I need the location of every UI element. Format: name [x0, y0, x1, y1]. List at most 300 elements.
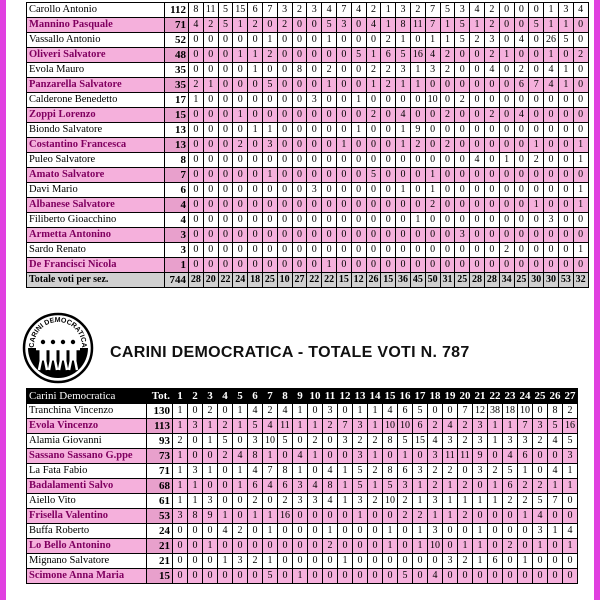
section-total-cell: 18: [248, 273, 263, 288]
section-vote-cell: 2: [488, 464, 503, 479]
section-vote-cell: 1: [188, 494, 203, 509]
section-vote-cell: 1: [308, 449, 323, 464]
section-vote-cell: 0: [514, 153, 529, 168]
section-vote-cell: 1: [233, 464, 248, 479]
section-vote-cell: 2: [173, 434, 188, 449]
section-vote-cell: 0: [218, 48, 233, 63]
section-vote-cell: 3: [455, 3, 470, 18]
total-votes: 113: [147, 419, 173, 434]
section-vote-cell: 2: [440, 138, 455, 153]
section-vote-cell: 0: [413, 554, 428, 569]
section-vote-cell: 0: [188, 449, 203, 464]
section-total-cell: 22: [307, 273, 322, 288]
section-vote-cell: 0: [425, 213, 440, 228]
section-vote-cell: 2: [248, 18, 263, 33]
section-vote-cell: 0: [503, 524, 518, 539]
section-vote-cell: 0: [558, 198, 573, 213]
section-vote-cell: 1: [529, 198, 544, 213]
section-vote-cell: 8: [383, 434, 398, 449]
section-vote-cell: 0: [544, 93, 559, 108]
section-vote-cell: 3: [308, 494, 323, 509]
section-vote-cell: 6: [278, 479, 293, 494]
section-vote-cell: 1: [233, 108, 248, 123]
section-vote-cell: 0: [470, 168, 485, 183]
section-vote-cell: 0: [218, 93, 233, 108]
section-vote-cell: 1: [189, 93, 204, 108]
section-vote-cell: 0: [336, 198, 351, 213]
section-vote-cell: 3: [262, 138, 277, 153]
total-votes: 7: [165, 168, 189, 183]
section-vote-cell: 1: [558, 78, 573, 93]
section-vote-cell: 1: [263, 509, 278, 524]
section-vote-cell: 2: [398, 494, 413, 509]
section-vote-cell: 0: [455, 243, 470, 258]
section-vote-cell: 2: [428, 479, 443, 494]
section-vote-cell: 0: [307, 138, 322, 153]
section-vote-cell: 1: [248, 48, 263, 63]
total-votes: 4: [165, 213, 189, 228]
table-row: [27, 479, 578, 494]
section-vote-cell: 8: [248, 449, 263, 464]
section-vote-cell: 0: [248, 168, 263, 183]
section-vote-cell: 0: [323, 569, 338, 584]
section-vote-cell: 1: [293, 464, 308, 479]
section-vote-cell: 1: [203, 434, 218, 449]
section-vote-cell: 0: [533, 404, 548, 419]
section-vote-cell: 3: [293, 494, 308, 509]
section-vote-cell: 0: [443, 404, 458, 419]
section-vote-cell: 7: [262, 3, 277, 18]
section-vote-cell: 1: [410, 78, 425, 93]
section-vote-cell: 0: [353, 539, 368, 554]
section-vote-cell: 1: [351, 93, 366, 108]
section-vote-cell: 0: [351, 198, 366, 213]
section-vote-cell: 1: [218, 509, 233, 524]
section-vote-cell: 2: [368, 494, 383, 509]
section-vote-cell: 1: [428, 509, 443, 524]
section-vote-cell: 1: [263, 449, 278, 464]
section-vote-cell: 0: [308, 509, 323, 524]
section-vote-cell: 0: [322, 183, 337, 198]
section-vote-cell: 1: [443, 494, 458, 509]
section-vote-cell: 0: [573, 168, 588, 183]
section-vote-cell: 0: [381, 138, 396, 153]
section-vote-cell: 0: [307, 258, 322, 273]
section-vote-cell: 0: [351, 243, 366, 258]
section-vote-cell: 1: [518, 554, 533, 569]
section-vote-cell: 2: [484, 108, 499, 123]
section-vote-cell: 0: [425, 258, 440, 273]
section-vote-cell: 0: [233, 569, 248, 584]
section-vote-cell: 0: [277, 228, 292, 243]
section-vote-cell: 3: [293, 479, 308, 494]
section-vote-cell: 0: [514, 48, 529, 63]
section-vote-cell: 4: [548, 464, 563, 479]
section-vote-cell: 4: [573, 3, 588, 18]
section-vote-cell: 0: [307, 78, 322, 93]
section-vote-cell: 4: [293, 449, 308, 464]
section-vote-cell: 0: [293, 554, 308, 569]
section-vote-cell: 0: [440, 153, 455, 168]
section-vote-cell: 4: [484, 63, 499, 78]
section-vote-cell: 0: [499, 18, 514, 33]
section-vote-cell: 0: [558, 228, 573, 243]
section-vote-cell: 0: [514, 258, 529, 273]
section-vote-cell: 0: [558, 213, 573, 228]
section-vote-cell: 0: [233, 93, 248, 108]
section-vote-cell: 8: [396, 18, 411, 33]
section-vote-cell: 0: [398, 524, 413, 539]
total-votes: 48: [165, 48, 189, 63]
table-row: [27, 258, 589, 273]
section-vote-cell: 4: [233, 449, 248, 464]
section-vote-cell: 2: [218, 419, 233, 434]
section-vote-cell: 0: [396, 198, 411, 213]
section-vote-cell: 2: [366, 63, 381, 78]
table-row: [27, 509, 578, 524]
section-vote-cell: 0: [499, 33, 514, 48]
section-vote-cell: 0: [529, 63, 544, 78]
section-vote-cell: 0: [336, 123, 351, 138]
section-number-header: 25: [534, 390, 546, 402]
section-vote-cell: 1: [563, 479, 578, 494]
section-vote-cell: 1: [396, 183, 411, 198]
section-vote-cell: 5: [455, 33, 470, 48]
section-vote-cell: 0: [203, 524, 218, 539]
section-vote-cell: 4: [548, 434, 563, 449]
section-vote-cell: 1: [573, 243, 588, 258]
section-vote-cell: 1: [322, 258, 337, 273]
section-vote-cell: 0: [292, 243, 307, 258]
section-vote-cell: 1: [368, 404, 383, 419]
section-vote-cell: 2: [503, 494, 518, 509]
section-total-cell: 30: [544, 273, 559, 288]
section-vote-cell: 1: [499, 153, 514, 168]
section-vote-cell: 1: [336, 138, 351, 153]
section-number-header: 18: [429, 390, 441, 402]
total-votes: 21: [147, 539, 173, 554]
section-vote-cell: 0: [323, 434, 338, 449]
section-vote-cell: 0: [381, 168, 396, 183]
candidate-name: Sassano Sassano G.ppe: [27, 449, 147, 464]
section-vote-cell: 11: [278, 419, 293, 434]
section-vote-cell: 0: [529, 228, 544, 243]
section-vote-cell: 0: [262, 93, 277, 108]
section-vote-cell: 1: [558, 18, 573, 33]
section-vote-cell: 0: [292, 123, 307, 138]
section-vote-cell: 9: [473, 449, 488, 464]
section-vote-cell: 6: [488, 554, 503, 569]
section-vote-cell: 0: [383, 554, 398, 569]
table-row: [27, 138, 589, 153]
section-vote-cell: 0: [548, 569, 563, 584]
section-total-cell: 50: [425, 273, 440, 288]
section-vote-cell: 0: [308, 464, 323, 479]
section-vote-cell: 8: [383, 464, 398, 479]
section-vote-cell: 0: [488, 509, 503, 524]
section-number-header: 14: [369, 390, 381, 402]
section-vote-cell: 0: [292, 228, 307, 243]
section-vote-cell: 3: [473, 419, 488, 434]
section-vote-cell: 0: [573, 18, 588, 33]
section-vote-cell: 0: [218, 464, 233, 479]
section-vote-cell: 5: [396, 48, 411, 63]
section-vote-cell: 1: [488, 494, 503, 509]
section-vote-cell: 0: [529, 48, 544, 63]
section-vote-cell: 0: [351, 228, 366, 243]
section-vote-cell: 0: [336, 63, 351, 78]
section-vote-cell: 0: [248, 228, 263, 243]
section-vote-cell: 0: [277, 138, 292, 153]
section-total-cell: 53: [558, 273, 573, 288]
section-number-header: 6: [248, 389, 263, 404]
section-vote-cell: 0: [425, 123, 440, 138]
section-vote-cell: 3: [443, 434, 458, 449]
section-vote-cell: 1: [413, 539, 428, 554]
section-vote-cell: 1: [413, 524, 428, 539]
section-vote-cell: 0: [292, 78, 307, 93]
section-vote-cell: 0: [470, 138, 485, 153]
section-vote-cell: 10: [518, 404, 533, 419]
section-vote-cell: 0: [203, 258, 218, 273]
section-vote-cell: 0: [558, 168, 573, 183]
section-vote-cell: 0: [484, 138, 499, 153]
section-vote-cell: 0: [189, 168, 204, 183]
section-vote-cell: 1: [440, 18, 455, 33]
section-vote-cell: 1: [322, 33, 337, 48]
section-vote-cell: 1: [233, 48, 248, 63]
section-vote-cell: 1: [248, 63, 263, 78]
section-vote-cell: 0: [351, 78, 366, 93]
section-vote-cell: 2: [458, 419, 473, 434]
section-vote-cell: 0: [470, 108, 485, 123]
section-vote-cell: 0: [381, 198, 396, 213]
section-vote-cell: 0: [189, 138, 204, 153]
section-vote-cell: 0: [514, 3, 529, 18]
section-vote-cell: 2: [413, 509, 428, 524]
section-number-header: 23: [504, 390, 516, 402]
section-vote-cell: 0: [218, 198, 233, 213]
section-vote-cell: 7: [548, 494, 563, 509]
section-vote-cell: 0: [548, 509, 563, 524]
section-vote-cell: 5: [398, 569, 413, 584]
section-vote-cell: 0: [398, 539, 413, 554]
section-vote-cell: 0: [233, 33, 248, 48]
section-vote-cell: 4: [278, 404, 293, 419]
section-vote-cell: 2: [458, 434, 473, 449]
section-vote-cell: 1: [203, 464, 218, 479]
section-vote-cell: 0: [248, 213, 263, 228]
section-vote-cell: 1: [262, 168, 277, 183]
section-vote-cell: 0: [248, 78, 263, 93]
section-vote-cell: 0: [381, 183, 396, 198]
section-vote-cell: 8: [188, 509, 203, 524]
section-vote-cell: 10: [425, 93, 440, 108]
section-vote-cell: 0: [533, 569, 548, 584]
section-total-cell: 20: [203, 273, 218, 288]
section-vote-cell: 1: [470, 18, 485, 33]
section-vote-cell: 0: [514, 228, 529, 243]
section-vote-cell: 0: [277, 48, 292, 63]
candidate-name: Mignano Salvatore: [27, 554, 147, 569]
section-vote-cell: 0: [366, 93, 381, 108]
total-votes: 3: [165, 228, 189, 243]
section-vote-cell: 0: [248, 33, 263, 48]
section-vote-cell: 0: [440, 213, 455, 228]
section-vote-cell: 0: [351, 168, 366, 183]
section-vote-cell: 0: [428, 554, 443, 569]
section-vote-cell: 0: [322, 138, 337, 153]
section-vote-cell: 0: [484, 123, 499, 138]
table-row: [27, 123, 589, 138]
section-vote-cell: 0: [499, 213, 514, 228]
section-vote-cell: 0: [189, 243, 204, 258]
section-vote-cell: 1: [529, 138, 544, 153]
section-vote-cell: 0: [455, 213, 470, 228]
section-vote-cell: 0: [366, 243, 381, 258]
section-vote-cell: 0: [529, 108, 544, 123]
section-vote-cell: 0: [410, 258, 425, 273]
section-vote-cell: 4: [533, 509, 548, 524]
section-vote-cell: 1: [233, 404, 248, 419]
section-vote-cell: 0: [381, 228, 396, 243]
section-vote-cell: 0: [514, 168, 529, 183]
section-vote-cell: 9: [410, 123, 425, 138]
table-row: [27, 93, 589, 108]
section-vote-cell: 0: [563, 509, 578, 524]
section-vote-cell: 0: [470, 213, 485, 228]
section-vote-cell: 0: [440, 168, 455, 183]
section-vote-cell: 1: [368, 449, 383, 464]
section-number-header: 5: [233, 389, 248, 404]
section-vote-cell: 0: [514, 93, 529, 108]
section-vote-cell: 0: [277, 153, 292, 168]
candidate-name: Badalamenti Salvo: [27, 479, 147, 494]
section-vote-cell: 2: [323, 419, 338, 434]
section-vote-cell: 5: [529, 18, 544, 33]
section-vote-cell: 3: [188, 419, 203, 434]
total-votes: 21: [147, 554, 173, 569]
section-vote-cell: 0: [218, 138, 233, 153]
section-vote-cell: 11: [443, 449, 458, 464]
section-vote-cell: 0: [262, 228, 277, 243]
section-vote-cell: 0: [203, 123, 218, 138]
section-total-cell: 25: [514, 273, 529, 288]
section-vote-cell: 2: [381, 33, 396, 48]
section-vote-cell: 3: [473, 464, 488, 479]
section-vote-cell: 10: [428, 539, 443, 554]
section-vote-cell: 4: [544, 63, 559, 78]
section-vote-cell: 1: [396, 33, 411, 48]
section-vote-cell: 0: [218, 123, 233, 138]
section-vote-cell: 0: [396, 258, 411, 273]
table-row: [27, 33, 589, 48]
section-vote-cell: 0: [336, 48, 351, 63]
section-vote-cell: 0: [338, 524, 353, 539]
section-vote-cell: 1: [368, 479, 383, 494]
section-vote-cell: 5: [278, 434, 293, 449]
section-vote-cell: 2: [233, 524, 248, 539]
section-vote-cell: 2: [203, 404, 218, 419]
section-total-cell: 10: [277, 273, 292, 288]
section-vote-cell: 1: [173, 479, 188, 494]
section-vote-cell: 0: [410, 153, 425, 168]
total-votes: 112: [165, 3, 189, 18]
section-vote-cell: 0: [529, 243, 544, 258]
section-vote-cell: 0: [188, 569, 203, 584]
section-total-cell: 15: [336, 273, 351, 288]
section-vote-cell: 4: [308, 479, 323, 494]
section-vote-cell: 0: [425, 78, 440, 93]
section-vote-cell: 1: [563, 464, 578, 479]
total-votes: 71: [147, 464, 173, 479]
section-number-header: 27: [564, 390, 576, 402]
section-vote-cell: 0: [473, 509, 488, 524]
section-vote-cell: 0: [308, 554, 323, 569]
section-vote-cell: 0: [544, 228, 559, 243]
section-vote-cell: 0: [292, 138, 307, 153]
section-total-cell: 31: [440, 273, 455, 288]
section-vote-cell: 3: [473, 434, 488, 449]
section-vote-cell: 0: [558, 138, 573, 153]
section-vote-cell: 0: [470, 63, 485, 78]
section-vote-cell: 1: [488, 434, 503, 449]
section-vote-cell: 16: [278, 509, 293, 524]
section-vote-cell: 2: [573, 48, 588, 63]
section-vote-cell: 0: [336, 33, 351, 48]
section-vote-cell: 4: [396, 108, 411, 123]
section-vote-cell: 0: [573, 63, 588, 78]
section-vote-cell: 0: [188, 524, 203, 539]
section-vote-cell: 4: [323, 464, 338, 479]
section-vote-cell: 3: [277, 3, 292, 18]
section-vote-cell: 0: [173, 569, 188, 584]
section-vote-cell: 0: [518, 569, 533, 584]
section-vote-cell: 1: [425, 33, 440, 48]
section-vote-cell: 0: [351, 18, 366, 33]
table-row: [27, 228, 589, 243]
section-vote-cell: 2: [533, 434, 548, 449]
section-number-header: 26: [549, 390, 561, 402]
section-vote-cell: 0: [351, 138, 366, 153]
section-total-cell: 27: [292, 273, 307, 288]
section-vote-cell: 0: [410, 183, 425, 198]
section-vote-cell: 0: [440, 93, 455, 108]
section-vote-cell: 2: [381, 63, 396, 78]
section-vote-cell: 0: [381, 153, 396, 168]
section-vote-cell: 2: [533, 479, 548, 494]
section-total-cell: 25: [262, 273, 277, 288]
section-vote-cell: 1: [323, 524, 338, 539]
section-vote-cell: 0: [233, 123, 248, 138]
section-vote-cell: 0: [189, 258, 204, 273]
section-vote-cell: 0: [366, 153, 381, 168]
section-vote-cell: 0: [573, 93, 588, 108]
section-vote-cell: 1: [573, 198, 588, 213]
section-vote-cell: 0: [529, 213, 544, 228]
table-row: [27, 404, 578, 419]
section-total-cell: 32: [573, 273, 588, 288]
section-vote-cell: 0: [366, 138, 381, 153]
section-vote-cell: 4: [366, 18, 381, 33]
total-votes: 15: [165, 108, 189, 123]
section-vote-cell: 5: [558, 33, 573, 48]
section-vote-cell: 0: [473, 479, 488, 494]
section-vote-cell: 1: [383, 539, 398, 554]
section-vote-cell: 4: [248, 404, 263, 419]
section-vote-cell: 1: [563, 539, 578, 554]
section-vote-cell: 0: [338, 539, 353, 554]
